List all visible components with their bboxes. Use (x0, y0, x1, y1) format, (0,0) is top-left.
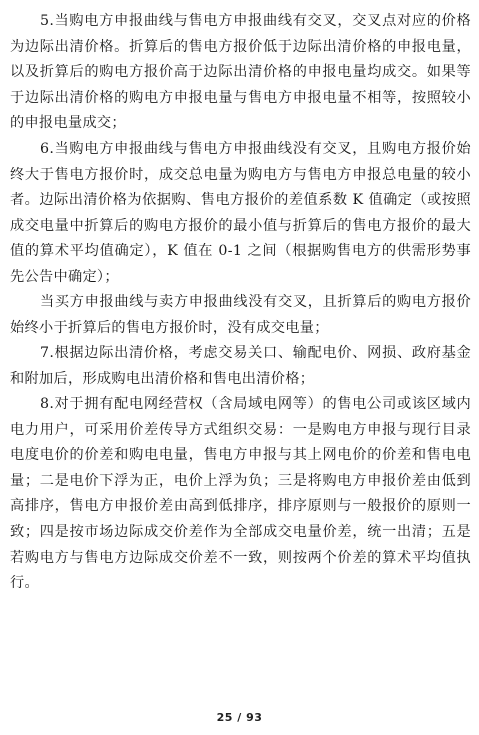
paragraph-item-5: 5.当购电方申报曲线与售电方申报曲线有交叉，交叉点对应的价格为边际出清价格。折算后的售电方报价低于边际出清价格的申报电量，以及折算后的购电方报价高于边际出清价格的申报电量均成交。如果等于边际出清价格的购电方申报电量与售电方申报电量不相等，按照较小的申报电量成交； (10, 13, 471, 132)
body-text (10, 9, 471, 597)
paragraph-item-8: 8.对于拥有配电网经营权（含局域电网等）的售电公司或该区域内电力用户，可采用价差传导方式组织交易：一是购电方申报与现行目录电度电价的价差和购电电量，售电方申报与其上网电价的价差和售电电量；二是电价下浮为正，电价上浮为负；三是将购电方申报价差由低到高排序，售电方申报价差由高到低排序，排序原则与一般报价的原则一致；四是按市场边际成交价差作为全部成交电量价差，统一出清；五是若购电方与售电方边际成交价差不一致，则按两个价差的算术平均值执行。 (10, 396, 471, 592)
paragraph-item-6: 6.当购电方申报曲线与售电方申报曲线没有交叉，且购电方报价始终大于售电方报价时，成交总电量为购电方与售电方申报总电量的较小者。边际出清价格为依据购、售电方报价的差值系数 K 值确定（或按照成交电量中折算后的购电方报价的最小值与折算后的售电方报价的最大值的算术平均值确定），K 值在 0-1 之间（根据购售电方的供需形势事先公告中确定）； (10, 141, 471, 285)
paragraph-item-7: 7.根据边际出清价格，考虑交易关口、输配电价、网损、政府基金和附加后，形成购电出清价格和售电出清价格； (10, 345, 471, 387)
paragraph-no-crossing: 当买方申报曲线与卖方申报曲线没有交叉，且折算后的购电方报价始终小于折算后的售电方报价时，没有成交电量； (10, 294, 471, 336)
page-number: 25 / 93 (216, 711, 263, 724)
